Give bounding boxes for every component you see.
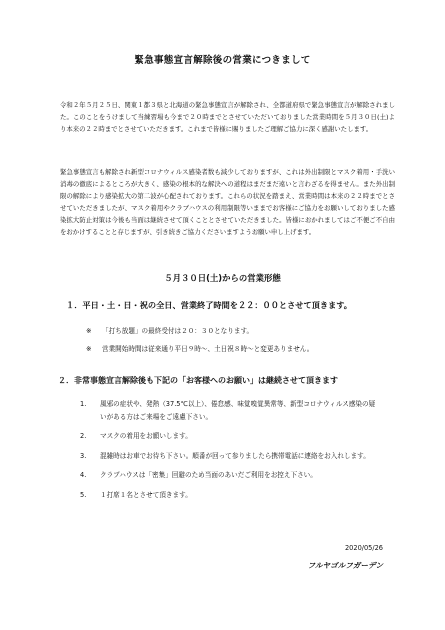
note-mark: ※: [86, 327, 92, 335]
section1-note: [86, 343, 313, 355]
request-list: [80, 398, 380, 508]
item-text: 混雑時はお車でお待ち下さい。順番が回って参りましたら携帯電話に連絡をお入れします。: [100, 451, 370, 460]
item-text: 風邪の症状や、発熱（37.5℃以上）、倦怠感、味覚嗅覚異常等、新型コロナウィルス感染の疑いがある方はご来場をご遠慮下さい。: [100, 400, 376, 421]
company-signature: フルヤゴルフガーデン: [307, 561, 383, 570]
item-text: クラブハウスは「密集」回避のため当面のあいだご利用をお控え下さい。: [100, 471, 317, 479]
item-number: 4.: [80, 471, 87, 479]
section-subheading: ５月３０日(土)からの営業形態: [164, 273, 281, 283]
note-text: 「打ち放題」の最終受付は２０：３０となります。: [102, 327, 254, 335]
intro-paragraph: 令和２年５月２５日、関東１都３県と北海道の緊急事態宣言が解除され、全都道府県で緊急事態宣言が解除されました。このことをうけまして当練習場も今まで２０時までとさせていただいておりました営業時間を５月３０日(土)より本来の２２時までとさせていただきます。これまで皆様に賜りましたご理解ご協力に深く感謝いたします。: [60, 101, 395, 133]
item-number: 1.: [80, 400, 87, 408]
section2-title: ２．非常事態宣言解除後も下記の「お客様へのお願い」は継続させて頂きます: [58, 376, 338, 385]
item-number: 2.: [80, 432, 87, 440]
list-item: [80, 450, 380, 463]
list-item: [80, 469, 380, 482]
document-date: 2020/05/26: [344, 544, 383, 552]
body-paragraph: 緊急事態宣言も解除され新型コロナウィルス感染者数も減少しておりますが、これは外出制限とマスク着用・手洗い消毒の徹底によるところが大きく、感染の根本的な解決への道程はまだまだ遠いと言わざるを得ません。また外出制限の解除により感染拡大の第二波が心配されております。これらの状況を踏まえ、営業時間は本来の２２時までとさせていただきましたが、マスク着用やクラブハウスの利用制限等いままでお客様にご協力をお願いしておりました感染拡大防止対策は今後も当面は継続させて頂くこととさせていただきました。皆様におかれましてはご不便ご不自由をおかけすることと存じますが、引き続きご協力くださいますようお願い申し上げます。: [60, 168, 395, 236]
note-mark: ※: [86, 345, 92, 353]
section1-note: [86, 325, 253, 337]
item-number: 3.: [80, 451, 87, 460]
list-item: [80, 430, 380, 443]
page-title: 緊急事態宣言解除後の営業につきまして: [134, 55, 311, 66]
item-text: マスクの着用をお願いします。: [100, 432, 192, 440]
list-item: [80, 489, 380, 502]
note-text: 営業開始時間は従来通り平日９時～、土日祝８時～と変更ありません。: [102, 345, 314, 353]
item-text: １打席１名とさせて頂きます。: [100, 490, 192, 499]
item-number: 5.: [80, 490, 87, 499]
list-item: [80, 398, 380, 423]
section1-title: １．平日・土・日・祝の全日、営業終了時間を２２：００とさせて頂きます。: [66, 300, 352, 310]
